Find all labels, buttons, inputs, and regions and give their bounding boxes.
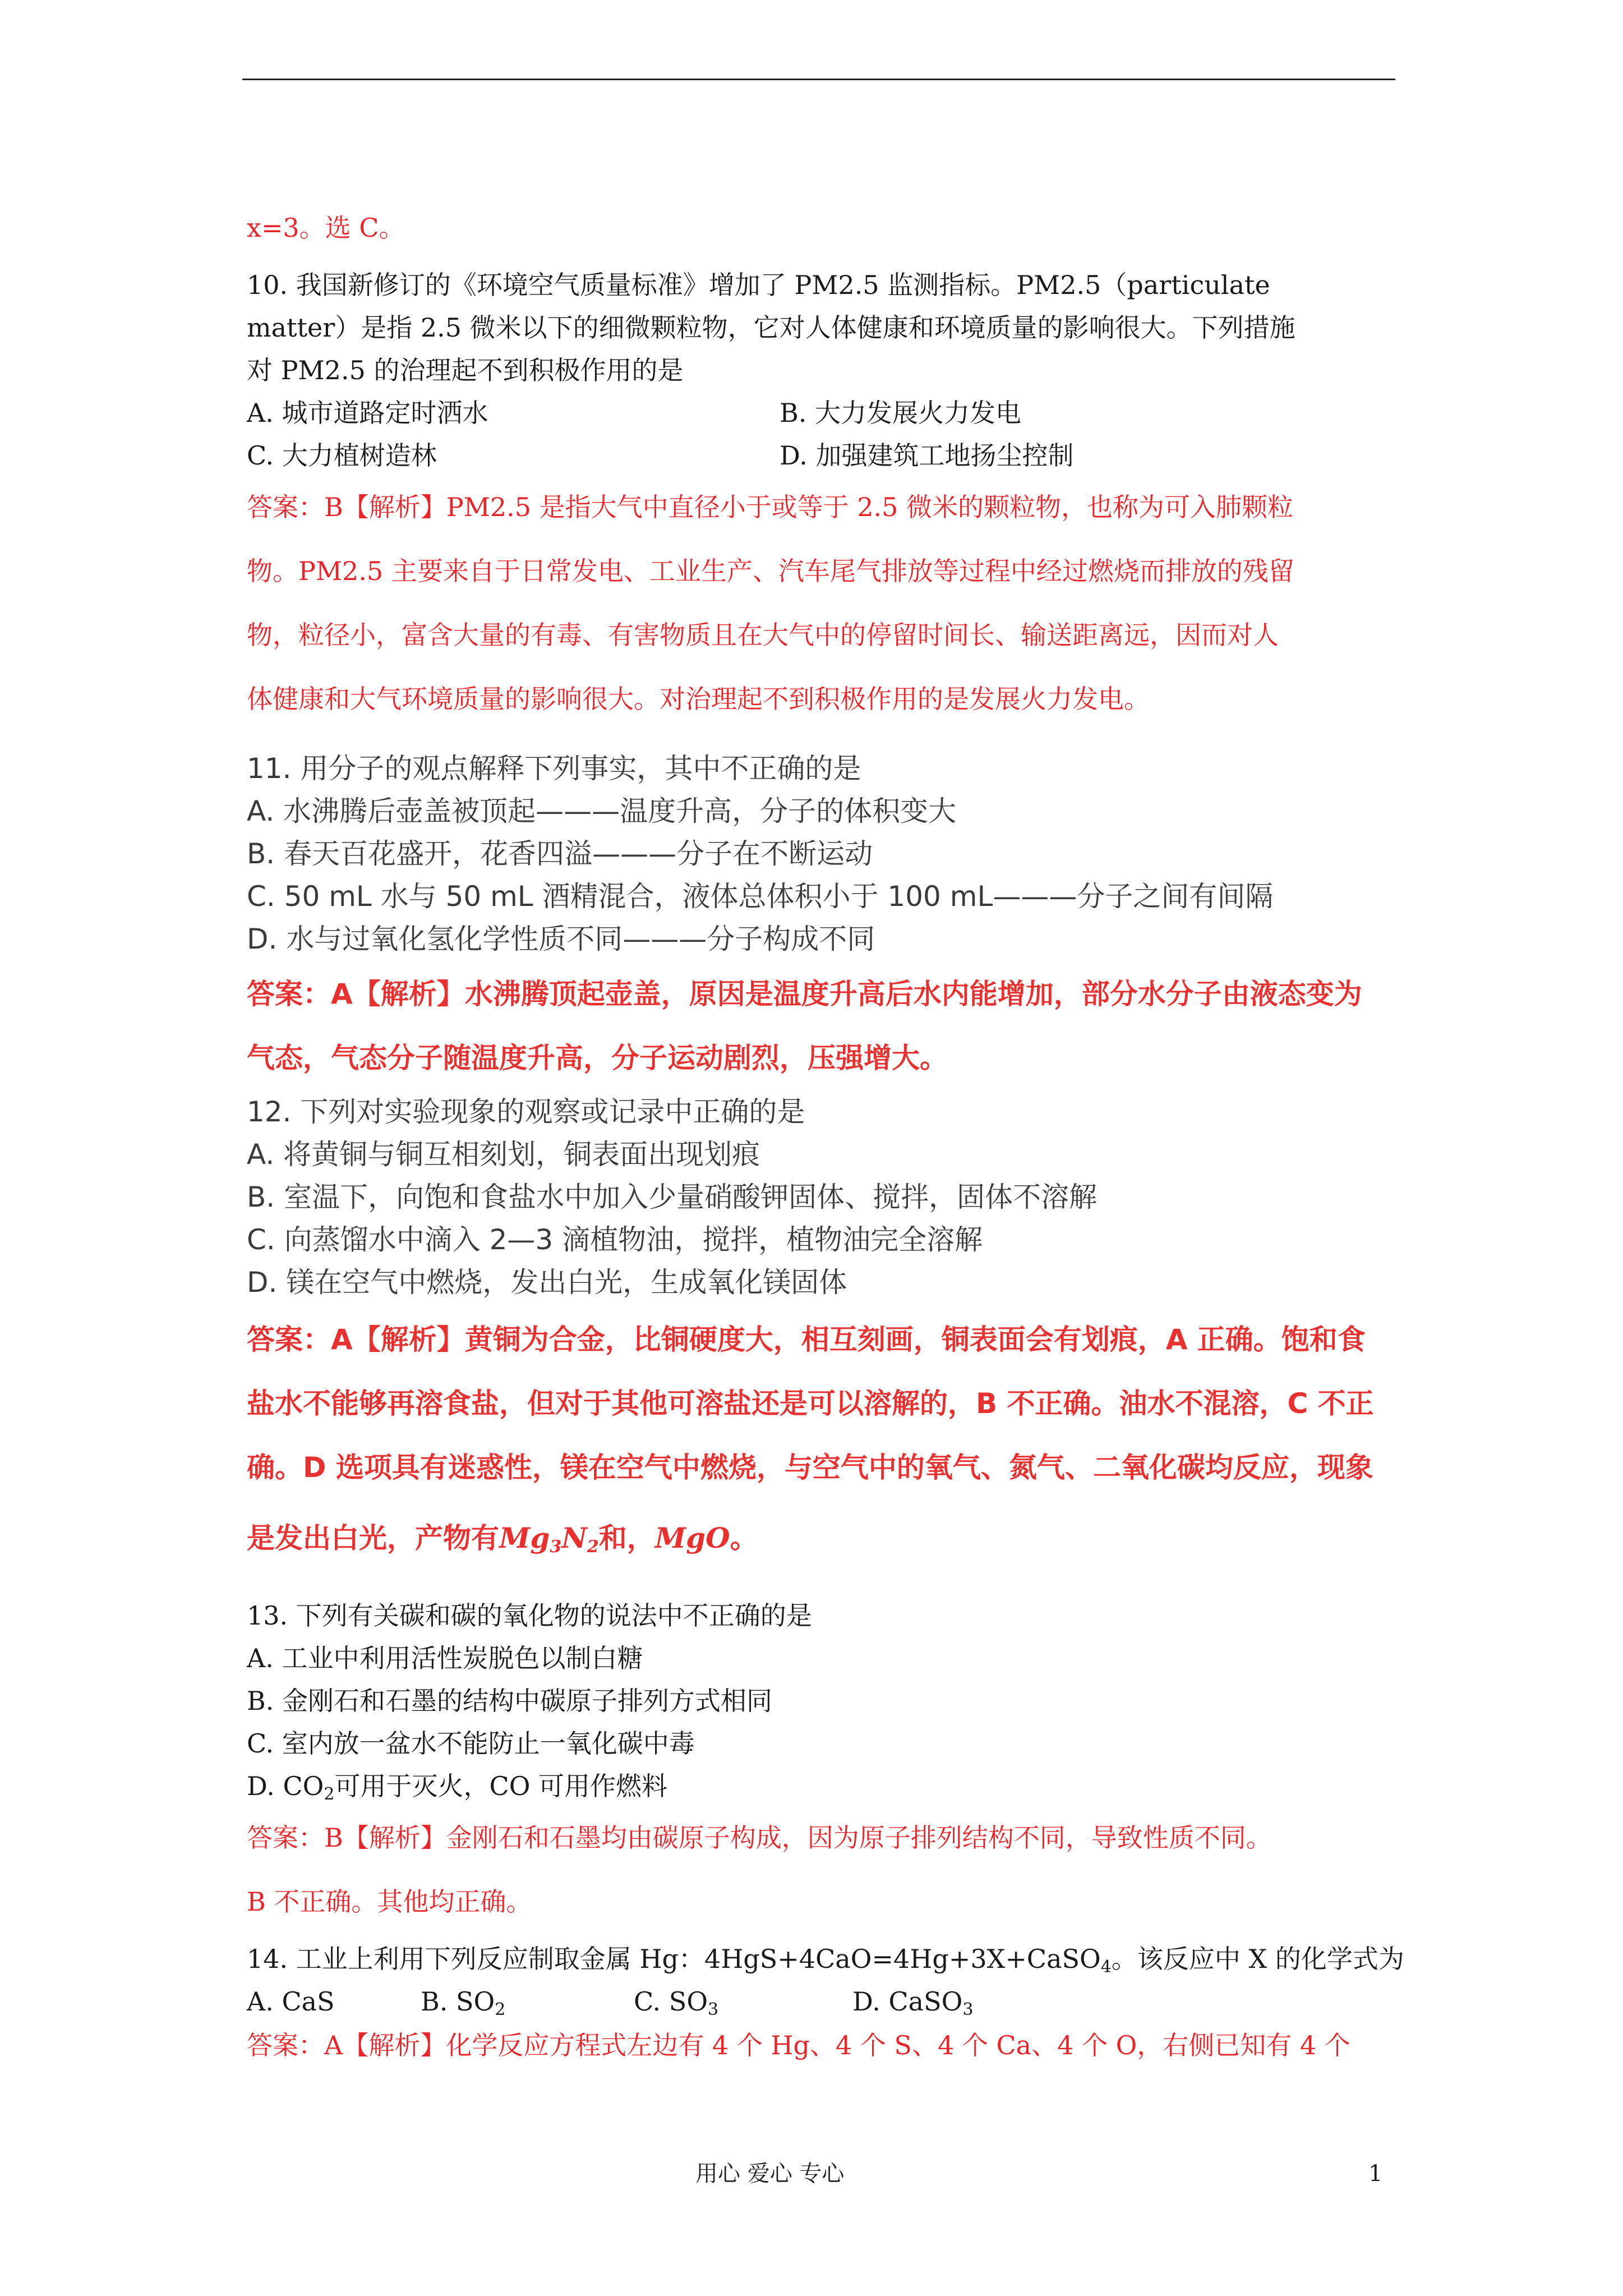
q13-option-c: C. 室内放一盆水不能防止一氧化碳中毒 <box>247 1728 695 1759</box>
q11-option-b: B. 春天百花盛开，花香四溢———分子在不断运动 <box>247 838 873 870</box>
q10-answer-line-2: 物。PM2.5 主要来自于日常发电、工业生产、汽车尾气排放等过程中经过燃烧而排放的残留 <box>247 556 1294 586</box>
q11-option-c: C. 50 mL 水与 50 mL 酒精混合，液体总体积小于 100 mL———分子之间有间隔 <box>247 880 1274 913</box>
q10-option-b: B. 大力发展火力发电 <box>780 398 1022 428</box>
q12-option-b: B. 室温下，向饱和食盐水中加入少量硝酸钾固体、搅拌，固体不溶解 <box>247 1181 1098 1213</box>
q12-answer-line-1: 答案：A【解析】黄铜为合金，比铜硬度大，相互刻画，铜表面会有划痕，A 正确。饱和食 <box>247 1323 1366 1356</box>
q13-answer-line-2: B 不正确。其他均正确。 <box>247 1887 532 1917</box>
q14-option-a: A. CaS <box>247 1986 335 2017</box>
q10-option-a: A. 城市道路定时洒水 <box>247 398 488 428</box>
q12-option-a: A. 将黄铜与铜互相刻划，铜表面出现划痕 <box>247 1138 760 1171</box>
q13-answer-line-1: 答案：B【解析】金刚石和石墨均由碳原子构成，因为原子排列结构不同，导致性质不同。 <box>247 1823 1272 1853</box>
q14-option-c: C. $SO_3$ <box>634 1986 719 2019</box>
header-rule <box>242 79 1395 80</box>
q10-answer-line-3: 物，粒径小，富含大量的有毒、有害物质且在大气中的停留时间长、输送距离远，因而对人 <box>247 620 1279 650</box>
formula-mgo: MgO <box>654 1521 730 1554</box>
q10-stem-line-1: 10. 我国新修订的《环境空气质量标准》增加了 PM2.5 监测指标。PM2.5（particulate <box>247 270 1270 300</box>
footer-slogan: 用心 爱心 专心 <box>695 2161 845 2187</box>
page-number: 1 <box>1368 2161 1383 2187</box>
q12-answer-line-4 <box>247 1520 758 1556</box>
q12-option-c: C. 向蒸馏水中滴入 2—3 滴植物油，搅拌，植物油完全溶解 <box>247 1223 983 1256</box>
q12-answer-line-3: 确。D 选项具有迷惑性，镁在空气中燃烧，与空气中的氧气、氮气、二氧化碳均反应，现象 <box>247 1451 1373 1484</box>
q10-option-c: C. 大力植树造林 <box>247 440 437 471</box>
intro-text: x=3。选 C。 <box>247 213 405 243</box>
q14-stem: 14. 工业上利用下列反应制取金属 Hg：4HgS+4CaO=4Hg+3X+CaSO$_4$。该反应中 X 的化学式为 <box>247 1944 1404 1977</box>
formula-mg3n2: $Mg_3N_2$ <box>499 1521 599 1557</box>
q11-option-d: D. 水与过氧化氢化学性质不同———分子构成不同 <box>247 923 875 955</box>
q11-answer-line-2: 气态，气态分子随温度升高，分子运动剧烈，压强增大。 <box>247 1042 948 1074</box>
q11-answer-line-1: 答案：A【解析】水沸腾顶起壶盖，原因是温度升高后水内能增加，部分水分子由液态变为 <box>247 978 1362 1010</box>
q12-answer-line-4-end: 。 <box>730 1522 758 1554</box>
q14-answer-line-1: 答案：A【解析】化学反应方程式左边有 4 个 Hg、4 个 S、4 个 Ca、4 个 O，右侧已知有 4 个 <box>247 2030 1350 2060</box>
q14-option-b: B. $SO_2$ <box>421 1986 506 2019</box>
q12-stem: 12. 下列对实验现象的观察或记录中正确的是 <box>247 1096 805 1128</box>
q12-answer-line-2: 盐水不能够再溶食盐，但对于其他可溶盐还是可以溶解的，B 不正确。油水不混溶，C 不正 <box>247 1387 1374 1420</box>
q12-answer-line-4-conj: 和， <box>598 1522 655 1554</box>
q13-stem: 13. 下列有关碳和碳的氧化物的说法中不正确的是 <box>247 1600 812 1631</box>
q12-option-d: D. 镁在空气中燃烧，发出白光，生成氧化镁固体 <box>247 1266 847 1299</box>
q10-stem-line-2: matter）是指 2.5 微米以下的细微颗粒物，它对人体健康和环境质量的影响很大。下列措施 <box>247 312 1295 343</box>
q10-answer-line-4: 体健康和大气环境质量的影响很大。对治理起不到积极作用的是发展火力发电。 <box>247 684 1150 714</box>
q10-option-d: D. 加强建筑工地扬尘控制 <box>780 440 1074 471</box>
q12-answer-line-4-text: 是发出白光，产物有 <box>247 1522 499 1554</box>
q11-stem: 11. 用分子的观点解释下列事实，其中不正确的是 <box>247 752 861 785</box>
q14-option-d: D. CaSO$_3$ <box>852 1986 974 2019</box>
q10-stem-line-3: 对 PM2.5 的治理起不到积极作用的是 <box>247 355 684 385</box>
q11-option-a: A. 水沸腾后壶盖被顶起———温度升高，分子的体积变大 <box>247 795 957 827</box>
q13-option-d: D. $CO_2$可用于灭火，CO 可用作燃料 <box>247 1771 668 1804</box>
q13-option-b: B. 金刚石和石墨的结构中碳原子排列方式相同 <box>247 1686 773 1716</box>
q10-answer-line-1: 答案：B【解析】PM2.5 是指大气中直径小于或等于 2.5 微米的颗粒物，也称为可入肺颗粒 <box>247 492 1294 522</box>
q13-option-a: A. 工业中利用活性炭脱色以制白糖 <box>247 1643 643 1673</box>
